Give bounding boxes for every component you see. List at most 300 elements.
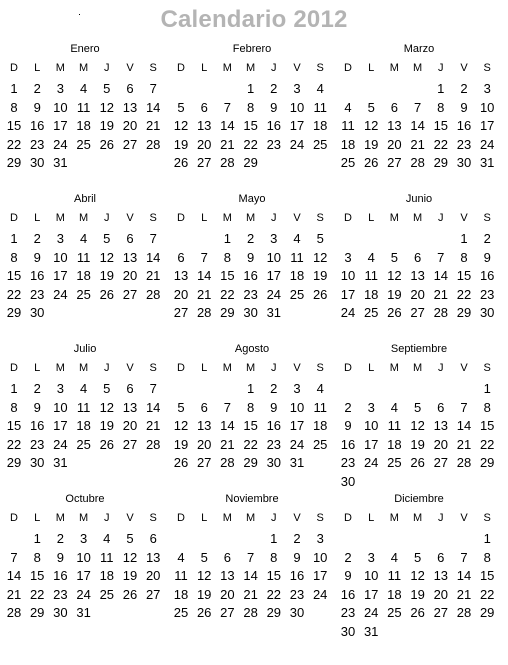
- day-cell: 28: [145, 436, 161, 452]
- day-cell: 4: [79, 81, 88, 96]
- day-cell: 22: [29, 586, 45, 602]
- day-cell: 18: [289, 268, 305, 283]
- day-cell: 16: [53, 568, 68, 583]
- day-cell: 6: [223, 549, 231, 565]
- day-cell: 29: [29, 605, 45, 620]
- day-cell: 3: [344, 249, 352, 265]
- month-name: Abril: [73, 193, 96, 205]
- day-cell: 5: [200, 549, 208, 565]
- day-cell: 12: [99, 249, 115, 265]
- day-cell: 19: [410, 586, 425, 602]
- weekday-label: D: [344, 62, 352, 74]
- day-cell: 26: [99, 436, 115, 452]
- day-cell: 28: [220, 155, 235, 170]
- day-cell: 13: [122, 399, 138, 415]
- day-cell: 24: [266, 286, 282, 302]
- day-cell: 27: [220, 605, 235, 620]
- day-cell: 20: [387, 136, 402, 152]
- day-cell: 7: [149, 231, 157, 246]
- day-cell: 27: [196, 155, 212, 170]
- day-cell: 21: [220, 136, 235, 152]
- day-cell: 3: [293, 381, 301, 396]
- day-cell: 27: [122, 286, 138, 302]
- weekday-label: D: [10, 512, 18, 524]
- day-cell: 28: [145, 286, 161, 302]
- month-noviembre: [170, 493, 334, 643]
- day-cell: 2: [344, 399, 352, 415]
- day-cell: 10: [312, 549, 328, 565]
- day-cell: 2: [56, 531, 64, 546]
- day-cell: 25: [76, 286, 91, 302]
- day-cell: 29: [6, 455, 22, 470]
- weekday-label: M: [246, 362, 256, 374]
- month-name: Mayo: [238, 193, 266, 205]
- day-cell: 4: [103, 531, 111, 546]
- weekday-label: V: [293, 212, 301, 224]
- day-cell: 11: [174, 568, 188, 583]
- day-cell: 2: [270, 81, 278, 96]
- day-cell: 12: [410, 418, 425, 433]
- day-cell: 26: [99, 286, 115, 302]
- day-cell: 28: [456, 605, 472, 620]
- day-cell: 27: [433, 605, 449, 620]
- day-cell: 24: [76, 586, 91, 602]
- day-cell: 27: [122, 136, 138, 152]
- day-cell: 30: [29, 455, 45, 470]
- day-cell: 12: [99, 99, 115, 115]
- weekday-label: L: [368, 512, 375, 524]
- day-cell: 13: [145, 549, 161, 565]
- day-cell: 27: [433, 455, 449, 470]
- weekday-label: S: [149, 62, 157, 74]
- day-cell: 3: [293, 81, 301, 96]
- day-cell: 31: [289, 455, 305, 470]
- day-cell: 8: [10, 399, 18, 415]
- day-cell: 18: [312, 118, 328, 133]
- weekday-label: L: [368, 212, 375, 224]
- day-cell: 8: [437, 99, 445, 115]
- day-cell: 14: [456, 418, 472, 433]
- month-agosto: [170, 343, 334, 493]
- weekday-label: D: [10, 212, 18, 224]
- day-cell: 3: [483, 81, 491, 96]
- day-cell: 22: [479, 586, 495, 602]
- day-cell: 19: [173, 136, 189, 152]
- month-name: Marzo: [403, 43, 435, 55]
- weekday-label: D: [344, 512, 352, 524]
- day-cell: 6: [437, 399, 445, 415]
- day-cell: 23: [29, 436, 45, 452]
- day-cell: 17: [53, 118, 68, 133]
- day-cell: 16: [340, 436, 356, 452]
- day-cell: 6: [413, 249, 422, 265]
- day-cell: 9: [246, 249, 255, 265]
- day-cell: 1: [270, 531, 278, 546]
- day-cell: 14: [456, 568, 472, 583]
- day-cell: 5: [413, 549, 422, 565]
- weekday-label: J: [438, 212, 444, 224]
- day-cell: 14: [196, 268, 212, 283]
- day-cell: 25: [312, 136, 328, 152]
- day-cell: 3: [56, 381, 64, 396]
- day-cell: 10: [479, 99, 495, 115]
- day-cell: 3: [367, 399, 375, 415]
- day-cell: 20: [410, 286, 425, 302]
- day-cell: 29: [220, 305, 235, 320]
- day-cell: 14: [433, 268, 449, 283]
- day-cell: 22: [243, 136, 258, 152]
- day-cell: 9: [293, 549, 301, 565]
- weekday-label: L: [34, 212, 41, 224]
- day-cell: 19: [122, 568, 138, 583]
- day-cell: 16: [266, 118, 282, 133]
- day-cell: 25: [76, 436, 91, 452]
- day-cell: 25: [99, 586, 115, 602]
- day-cell: 21: [456, 586, 472, 602]
- day-cell: 15: [433, 118, 449, 133]
- day-cell: 24: [363, 455, 379, 470]
- weekday-label: V: [460, 62, 468, 74]
- day-cell: 1: [223, 231, 231, 246]
- day-cell: 19: [387, 286, 402, 302]
- day-cell: 7: [10, 549, 18, 565]
- day-cell: 31: [479, 155, 495, 170]
- day-cell: 17: [340, 286, 356, 302]
- day-cell: 9: [33, 99, 41, 115]
- day-cell: 23: [243, 286, 258, 302]
- weekday-label: D: [177, 62, 185, 74]
- weekday-label: J: [104, 512, 110, 524]
- day-cell: 28: [196, 305, 212, 320]
- day-cell: 24: [53, 436, 68, 452]
- month-julio: [3, 343, 167, 493]
- day-cell: 5: [103, 381, 111, 396]
- day-cell: 10: [363, 418, 379, 433]
- day-cell: 28: [243, 605, 258, 620]
- day-cell: 15: [243, 118, 258, 133]
- weekday-label: M: [222, 362, 232, 374]
- day-cell: 8: [10, 249, 18, 265]
- day-cell: 31: [76, 605, 91, 620]
- day-cell: 28: [220, 455, 235, 470]
- day-cell: 13: [410, 268, 425, 283]
- weekday-label: M: [246, 62, 256, 74]
- day-cell: 29: [479, 455, 495, 470]
- day-cell: 22: [6, 136, 22, 152]
- day-cell: 23: [456, 136, 472, 152]
- day-cell: 18: [312, 418, 328, 433]
- day-cell: 1: [460, 231, 468, 246]
- day-cell: 9: [344, 418, 352, 433]
- weekday-label: L: [201, 62, 208, 74]
- day-cell: 5: [177, 99, 185, 115]
- weekday-label: S: [483, 362, 491, 374]
- day-cell: 24: [479, 136, 495, 152]
- day-cell: 6: [200, 399, 208, 415]
- day-cell: 30: [29, 305, 45, 320]
- day-cell: 8: [483, 399, 491, 415]
- day-cell: 31: [266, 305, 282, 320]
- day-cell: 6: [126, 381, 134, 396]
- day-cell: 10: [53, 399, 68, 415]
- day-cell: 15: [456, 268, 472, 283]
- day-cell: 23: [340, 455, 356, 470]
- weekday-label: D: [177, 512, 185, 524]
- weekday-label: J: [104, 362, 110, 374]
- month-diciembre: [337, 493, 501, 643]
- day-cell: 5: [367, 99, 375, 115]
- day-cell: 15: [29, 568, 45, 583]
- day-cell: 27: [196, 455, 212, 470]
- day-cell: 4: [344, 99, 352, 115]
- day-cell: 15: [220, 268, 235, 283]
- day-cell: 15: [6, 268, 22, 283]
- day-cell: 30: [266, 455, 282, 470]
- weekday-label: M: [222, 62, 232, 74]
- day-cell: 17: [363, 586, 379, 602]
- day-cell: 18: [173, 586, 189, 602]
- day-cell: 5: [126, 531, 134, 546]
- day-cell: 3: [270, 231, 278, 246]
- day-cell: 29: [6, 305, 22, 320]
- weekday-label: M: [79, 62, 89, 74]
- weekday-label: M: [413, 512, 423, 524]
- weekday-label: M: [389, 212, 399, 224]
- weekday-label: M: [222, 512, 232, 524]
- day-cell: 11: [100, 549, 114, 565]
- weekday-label: V: [460, 512, 468, 524]
- day-cell: 30: [479, 305, 495, 320]
- day-cell: 11: [313, 99, 327, 115]
- weekday-label: D: [10, 362, 18, 374]
- day-cell: 11: [313, 399, 327, 415]
- day-cell: 30: [53, 605, 68, 620]
- weekday-label: L: [34, 512, 41, 524]
- weekday-label: V: [126, 212, 134, 224]
- day-cell: 18: [76, 418, 91, 433]
- day-cell: 17: [363, 436, 379, 452]
- day-cell: 4: [390, 549, 398, 565]
- day-cell: 3: [56, 231, 64, 246]
- day-cell: 21: [243, 586, 258, 602]
- day-cell: 20: [122, 268, 138, 283]
- day-cell: 21: [433, 286, 449, 302]
- day-cell: 16: [29, 418, 45, 433]
- day-cell: 5: [103, 231, 111, 246]
- day-cell: 14: [410, 118, 425, 133]
- day-cell: 4: [79, 381, 88, 396]
- day-cell: 6: [126, 231, 134, 246]
- month-enero: [3, 43, 167, 193]
- weekday-label: V: [293, 362, 301, 374]
- day-cell: 11: [76, 399, 91, 415]
- weekday-label: J: [271, 62, 277, 74]
- day-cell: 4: [367, 249, 375, 265]
- day-cell: 13: [220, 568, 235, 583]
- day-cell: 12: [122, 549, 138, 565]
- weekday-label: L: [201, 212, 208, 224]
- day-cell: 25: [387, 605, 402, 620]
- day-cell: 19: [99, 118, 115, 133]
- day-cell: 7: [460, 549, 468, 565]
- day-cell: 22: [479, 436, 495, 452]
- day-cell: 11: [76, 249, 91, 265]
- weekday-label: M: [222, 212, 232, 224]
- day-cell: 2: [33, 381, 41, 396]
- calendar-title: Calendario 2012: [160, 6, 348, 33]
- weekday-label: L: [34, 62, 41, 74]
- day-cell: 28: [433, 305, 449, 320]
- day-cell: 15: [6, 418, 22, 433]
- weekday-label: M: [55, 212, 65, 224]
- month-septiembre: [337, 343, 501, 493]
- day-cell: 12: [196, 568, 212, 583]
- weekday-label: J: [104, 62, 110, 74]
- month-name: Noviembre: [225, 493, 279, 505]
- month-name: Diciembre: [394, 493, 444, 505]
- day-cell: 25: [387, 455, 402, 470]
- day-cell: 21: [6, 586, 22, 602]
- day-cell: 21: [145, 268, 161, 283]
- day-cell: 18: [99, 568, 115, 583]
- day-cell: 8: [10, 99, 18, 115]
- day-cell: 11: [76, 99, 91, 115]
- day-cell: 4: [177, 549, 185, 565]
- day-cell: 21: [456, 436, 472, 452]
- weekday-label: J: [438, 62, 444, 74]
- month-mayo: [170, 193, 334, 343]
- weekday-label: M: [55, 512, 65, 524]
- day-cell: 20: [433, 436, 449, 452]
- day-cell: 19: [173, 436, 189, 452]
- weekday-label: S: [316, 512, 324, 524]
- day-cell: 10: [53, 249, 68, 265]
- day-cell: 4: [316, 381, 324, 396]
- day-cell: 8: [223, 249, 231, 265]
- day-cell: 24: [340, 305, 356, 320]
- day-cell: 19: [312, 268, 328, 283]
- month-name: Enero: [70, 43, 100, 55]
- day-cell: 6: [390, 99, 398, 115]
- day-cell: 30: [340, 623, 356, 639]
- day-cell: 31: [53, 155, 68, 170]
- day-cell: 3: [79, 531, 88, 546]
- day-cell: 18: [76, 118, 91, 133]
- day-cell: 30: [340, 473, 356, 489]
- day-cell: 5: [390, 249, 398, 265]
- day-cell: 7: [223, 99, 231, 115]
- day-cell: 27: [145, 586, 161, 602]
- day-cell: 20: [145, 568, 161, 583]
- day-cell: 23: [53, 586, 68, 602]
- day-cell: 20: [196, 436, 212, 452]
- day-cell: 1: [483, 381, 491, 396]
- day-cell: 11: [364, 268, 378, 283]
- day-cell: 3: [56, 81, 64, 96]
- day-cell: 17: [76, 568, 91, 583]
- weekday-label: V: [126, 512, 134, 524]
- day-cell: 10: [289, 99, 305, 115]
- day-cell: 11: [387, 568, 402, 583]
- day-cell: 13: [196, 418, 212, 433]
- day-cell: 16: [266, 418, 282, 433]
- weekday-label: S: [316, 362, 324, 374]
- day-cell: 18: [76, 268, 91, 283]
- day-cell: 27: [410, 305, 425, 320]
- day-cell: 23: [29, 286, 45, 302]
- day-cell: 14: [220, 118, 235, 133]
- day-cell: 11: [387, 418, 402, 433]
- day-cell: 19: [99, 418, 115, 433]
- day-cell: 15: [243, 418, 258, 433]
- day-cell: 26: [173, 155, 189, 170]
- day-cell: 22: [456, 286, 472, 302]
- day-cell: 22: [243, 436, 258, 452]
- day-cell: 9: [33, 249, 41, 265]
- day-cell: 9: [344, 568, 352, 583]
- day-cell: 19: [196, 586, 212, 602]
- day-cell: 26: [387, 305, 402, 320]
- day-cell: 1: [246, 81, 255, 96]
- day-cell: 1: [437, 81, 445, 96]
- day-cell: 28: [145, 136, 161, 152]
- day-cell: 26: [173, 455, 189, 470]
- weekday-label: M: [413, 362, 423, 374]
- day-cell: 5: [413, 399, 422, 415]
- day-cell: 14: [243, 568, 258, 583]
- day-cell: 10: [340, 268, 356, 283]
- weekday-label: L: [34, 362, 41, 374]
- day-cell: 17: [289, 418, 305, 433]
- day-cell: 29: [243, 155, 258, 170]
- day-cell: 29: [243, 455, 258, 470]
- day-cell: 11: [290, 249, 304, 265]
- day-cell: 31: [363, 623, 379, 639]
- day-cell: 26: [122, 586, 138, 602]
- day-cell: 23: [29, 136, 45, 152]
- day-cell: 22: [6, 436, 22, 452]
- day-cell: 17: [266, 268, 282, 283]
- weekday-label: M: [413, 212, 423, 224]
- day-cell: 2: [246, 231, 255, 246]
- weekday-label: J: [438, 512, 444, 524]
- weekday-label: V: [460, 362, 468, 374]
- day-cell: 21: [145, 418, 161, 433]
- day-cell: 14: [220, 418, 235, 433]
- day-cell: 14: [145, 99, 161, 115]
- day-cell: 2: [293, 531, 301, 546]
- day-cell: 24: [289, 136, 305, 152]
- day-cell: 7: [460, 399, 468, 415]
- day-cell: 6: [177, 249, 185, 265]
- day-cell: 25: [340, 155, 356, 170]
- day-cell: 16: [29, 118, 45, 133]
- month-febrero: [170, 43, 334, 193]
- day-cell: 4: [79, 231, 88, 246]
- weekday-label: M: [55, 62, 65, 74]
- day-cell: 7: [246, 549, 255, 565]
- day-cell: 10: [76, 549, 91, 565]
- day-cell: 10: [53, 99, 68, 115]
- day-cell: 11: [341, 118, 355, 133]
- day-cell: 25: [363, 305, 379, 320]
- day-cell: 21: [196, 286, 212, 302]
- day-cell: 15: [266, 568, 282, 583]
- day-cell: 21: [410, 136, 425, 152]
- day-cell: 6: [437, 549, 445, 565]
- day-cell: 18: [363, 286, 379, 302]
- day-cell: 23: [479, 286, 495, 302]
